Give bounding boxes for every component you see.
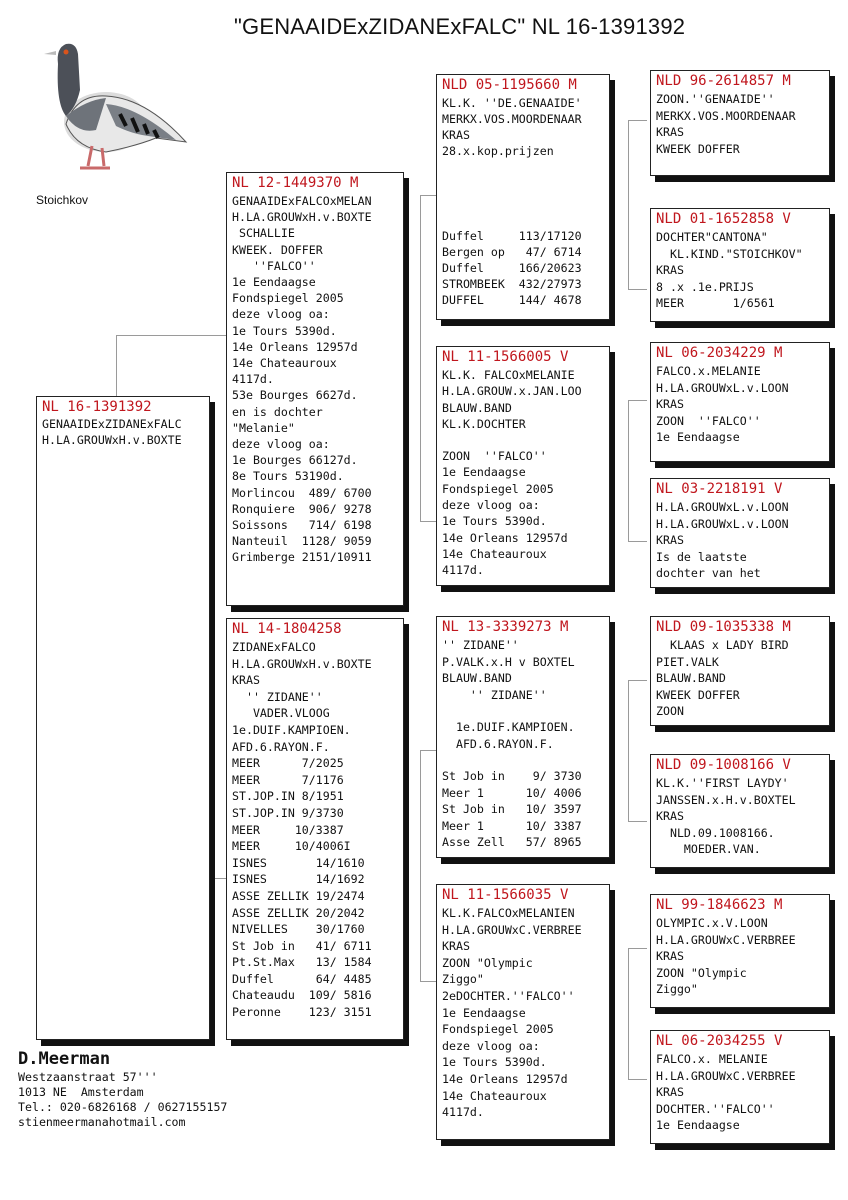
pedigree-line: KRAS bbox=[442, 939, 470, 954]
pedigree-line: KL.K. FALCOxMELANIE bbox=[442, 368, 575, 382]
pedigree-line: KL.K.''FIRST LAYDY' bbox=[656, 776, 789, 790]
pedigree-line: H.LA.GROUWxH.v.BOXTE bbox=[42, 432, 182, 447]
pedigree-line: KRAS bbox=[656, 949, 684, 963]
pedigree-line: ZIDANExFALCO bbox=[232, 640, 316, 654]
pedigree-line: H.LA.GROUWxL.v.LOON bbox=[656, 516, 789, 531]
breeder-email: stienmeermanahotmail.com bbox=[18, 1115, 186, 1129]
pedigree-box-g3-5 bbox=[650, 616, 830, 726]
pedigree-line: KRAS bbox=[656, 263, 684, 277]
pedigree-line: 1e Tours 5390d. bbox=[442, 514, 547, 529]
pedigree-line: KRAS bbox=[442, 128, 470, 142]
pedigree-line: KRAS bbox=[232, 673, 260, 688]
pedigree-line: MEER 7/1176 bbox=[232, 772, 344, 787]
ring-number: NL 11-1566035 V bbox=[442, 887, 569, 903]
pedigree-line: ISNES 14/1692 bbox=[232, 872, 365, 887]
pedigree-line: Is de laatste bbox=[656, 549, 747, 564]
ring-number: NL 03-2218191 V bbox=[656, 481, 783, 497]
pedigree-line: OLYMPIC.x.V.LOON bbox=[656, 916, 768, 930]
pedigree-line: ZOON "Olympic bbox=[442, 955, 533, 970]
pedigree-line: DOCHTER"CANTONA" bbox=[656, 230, 768, 244]
pedigree-line: 14e Orleans 12957d bbox=[442, 530, 568, 545]
pedigree-line: Ziggo" bbox=[442, 972, 484, 987]
pedigree-line: ''FALCO'' bbox=[232, 258, 316, 273]
pedigree-line: H.LA.GROUW.x.JAN.LOO bbox=[442, 384, 582, 399]
pedigree-line: 2eDOCHTER.''FALCO'' bbox=[442, 988, 575, 1003]
pedigree-line: en is dochter bbox=[232, 404, 323, 419]
pedigree-line: P.VALK.x.H v BOXTEL bbox=[442, 654, 575, 669]
connector bbox=[628, 948, 647, 1080]
pedigree-line: NIVELLES 30/1760 bbox=[232, 922, 365, 937]
pedigree-line: deze vloog oa: bbox=[442, 498, 540, 513]
ring-number: NLD 05-1195660 M bbox=[442, 77, 577, 93]
pedigree-line: 14e Orleans 12957d bbox=[232, 339, 358, 354]
breeder-name: D.Meerman bbox=[18, 1049, 111, 1069]
pedigree-details bbox=[437, 636, 609, 851]
pedigree-line: Ronquiere 906/ 9278 bbox=[232, 501, 372, 516]
pedigree-line: 14e Chateauroux bbox=[232, 356, 337, 371]
pedigree-line: '' ZIDANE'' bbox=[232, 689, 323, 704]
pedigree-box-g3-3 bbox=[650, 342, 830, 462]
pedigree-line: Ziggo" bbox=[656, 982, 698, 996]
pedigree-line: KWEEK DOFFER bbox=[656, 687, 740, 702]
pedigree-details bbox=[651, 228, 829, 312]
pedigree-line: 28.x.kop.prijzen bbox=[442, 144, 554, 158]
pedigree-line: St Job in 41/ 6711 bbox=[232, 938, 372, 953]
pedigree-line: 8e Tours 53190d. bbox=[232, 469, 344, 484]
pedigree-box-subject bbox=[36, 396, 210, 1040]
pedigree-line: H.LA.GROUWxC.VERBREE bbox=[442, 922, 582, 937]
pedigree-line: H.LA.GROUWxL.v.LOON bbox=[656, 380, 789, 395]
pedigree-line: KL.KIND."STOICHKOV" bbox=[656, 246, 803, 261]
ring-number: NL 14-1804258 bbox=[232, 621, 342, 637]
pedigree-line: BLAUW.BAND bbox=[442, 400, 512, 415]
pedigree-line: KRAS bbox=[656, 397, 684, 411]
pedigree-line: VADER.VLOOG bbox=[232, 706, 330, 721]
pedigree-line: 1e Eendaagse bbox=[656, 430, 740, 444]
pedigree-line: Fondspiegel 2005 bbox=[232, 291, 344, 306]
pedigree-line: Morlincou 489/ 6700 bbox=[232, 485, 372, 500]
pedigree-line: 1e Eendaagse bbox=[442, 465, 526, 480]
pedigree-line: 14e Chateauroux bbox=[442, 546, 547, 561]
pedigree-line: 1e Eendaagse bbox=[232, 275, 316, 290]
pedigree-line: 8 .x .1e.PRIJS bbox=[656, 279, 754, 294]
pedigree-box-g3-4 bbox=[650, 478, 830, 588]
pedigree-details bbox=[651, 498, 829, 582]
pedigree-line: ASSE ZELLIK 20/2042 bbox=[232, 905, 365, 920]
pedigree-line: Chateaudu 109/ 5816 bbox=[232, 988, 372, 1003]
pedigree-line: 14e Orleans 12957d bbox=[442, 1071, 568, 1086]
pedigree-line: ST.JOP.IN 9/3730 bbox=[232, 805, 344, 820]
pedigree-details bbox=[227, 638, 403, 1021]
pedigree-line: Duffel 166/20623 bbox=[442, 261, 582, 275]
pedigree-details bbox=[227, 192, 403, 566]
connector bbox=[628, 120, 647, 290]
pedigree-line: MEER 7/2025 bbox=[232, 756, 344, 771]
pedigree-details bbox=[651, 1050, 829, 1134]
pedigree-line: STROMBEEK 432/27973 bbox=[442, 277, 582, 291]
pedigree-box-granddam-paternal bbox=[436, 346, 610, 586]
pedigree-line: Meer 1 10/ 3387 bbox=[442, 818, 582, 833]
pedigree-line: MEER 1/6561 bbox=[656, 296, 775, 310]
ring-number: NL 06-2034255 V bbox=[656, 1033, 783, 1049]
pedigree-line bbox=[442, 212, 609, 228]
pedigree-line: H.LA.GROUWxC.VERBREE bbox=[656, 1068, 796, 1083]
pedigree-line: KRAS bbox=[656, 1085, 684, 1099]
pedigree-line: Soissons 714/ 6198 bbox=[232, 518, 372, 533]
pedigree-line: AFD.6.RAYON.F. bbox=[442, 736, 554, 751]
pedigree-line: SCHALLIE bbox=[232, 226, 295, 241]
connector bbox=[116, 335, 229, 401]
pedigree-line: St Job in 9/ 3730 bbox=[442, 769, 582, 783]
pedigree-details bbox=[437, 94, 609, 308]
pedigree-line: FALCO.x. MELANIE bbox=[656, 1052, 768, 1066]
pedigree-line: ZOON ''FALCO'' bbox=[442, 449, 547, 464]
pedigree-line: KLAAS x LADY BIRD bbox=[656, 638, 789, 652]
pedigree-line: 4117d. bbox=[232, 372, 274, 387]
pedigree-line: H.LA.GROUWxH.v.BOXTE bbox=[232, 210, 372, 225]
ring-number: NLD 96-2614857 M bbox=[656, 73, 791, 89]
pedigree-line: 1e Eendaagse bbox=[656, 1118, 740, 1132]
pedigree-line: GENAAIDExFALCOxMELAN bbox=[232, 194, 372, 208]
connector bbox=[628, 400, 647, 542]
pedigree-line: 1e.DUIF.KAMPIOEN. bbox=[442, 720, 575, 734]
pedigree-line bbox=[442, 196, 609, 212]
pedigree-line: ZOON ''FALCO'' bbox=[656, 413, 761, 428]
pedigree-details bbox=[37, 416, 209, 448]
pedigree-line: Fondspiegel 2005 bbox=[442, 1022, 554, 1037]
pedigree-line: Meer 1 10/ 4006 bbox=[442, 785, 582, 800]
breeder-address: Westzaanstraat 57''' bbox=[18, 1070, 158, 1084]
pedigree-line: 1e Bourges 66127d. bbox=[232, 453, 358, 468]
pedigree-line: Pt.St.Max 13/ 1584 bbox=[232, 955, 372, 970]
ring-number: NL 13-3339273 M bbox=[442, 619, 569, 635]
pedigree-line: 14e Chateauroux bbox=[442, 1088, 547, 1103]
pedigree-line: KWEEK DOFFER bbox=[656, 141, 740, 156]
pedigree-line: 4117d. bbox=[442, 563, 484, 578]
ring-number: NLD 01-1652858 V bbox=[656, 211, 791, 227]
pedigree-line: KRAS bbox=[656, 809, 684, 823]
pedigree-details bbox=[651, 362, 829, 446]
pedigree-box-g3-1 bbox=[650, 70, 830, 176]
pedigree-box-g3-8 bbox=[650, 1030, 830, 1144]
pedigree-line: FALCO.x.MELANIE bbox=[656, 364, 761, 378]
pedigree-line: KL.K.DOCHTER bbox=[442, 416, 526, 431]
pedigree-line: Duffel 113/17120 bbox=[442, 229, 582, 243]
pedigree-details bbox=[651, 636, 829, 720]
pedigree-line: Nanteuil 1128/ 9059 bbox=[232, 534, 372, 549]
pedigree-line bbox=[442, 703, 609, 719]
ring-number: NLD 09-1008166 V bbox=[656, 757, 791, 773]
pedigree-box-sire bbox=[226, 172, 404, 606]
pedigree-line bbox=[442, 164, 609, 180]
pedigree-box-dam bbox=[226, 618, 404, 1040]
pedigree-details bbox=[651, 914, 829, 998]
pedigree-line: deze vloog oa: bbox=[232, 307, 330, 322]
pedigree-line: MEER 10/3387 bbox=[232, 822, 344, 837]
pedigree-line: KWEEK. DOFFER bbox=[232, 242, 323, 257]
breeder-contact bbox=[18, 1048, 227, 1130]
pedigree-line: DOCHTER.''FALCO'' bbox=[656, 1101, 775, 1116]
ring-number: NL 12-1449370 M bbox=[232, 175, 359, 191]
pedigree-line: ZOON bbox=[656, 704, 684, 718]
ring-number: NL 06-2034229 M bbox=[656, 345, 783, 361]
pedigree-line: MERKX.VOS.MOORDENAAR bbox=[442, 112, 582, 126]
pedigree-line: H.LA.GROUWxH.v.BOXTE bbox=[232, 656, 372, 671]
pedigree-line: KRAS bbox=[656, 533, 684, 547]
pedigree-line: '' ZIDANE'' bbox=[442, 687, 547, 702]
pedigree-line: 1e Eendaagse bbox=[442, 1005, 526, 1020]
pedigree-line: Duffel 64/ 4485 bbox=[232, 971, 372, 986]
pedigree-details bbox=[651, 90, 829, 157]
pigeon-photo bbox=[36, 34, 196, 184]
pedigree-box-grandsire-paternal bbox=[436, 74, 610, 320]
pedigree-box-granddam-maternal bbox=[436, 884, 610, 1140]
ring-number: NLD 09-1035338 M bbox=[656, 619, 791, 635]
pedigree-line bbox=[442, 180, 609, 196]
pedigree-line bbox=[442, 432, 609, 448]
pedigree-line: BLAUW.BAND bbox=[442, 671, 512, 685]
pedigree-line: JANSSEN.x.H.v.BOXTEL bbox=[656, 792, 796, 807]
pedigree-line: KL.K. ''DE.GENAAIDE' bbox=[442, 96, 582, 110]
pedigree-line: Asse Zell 57/ 8965 bbox=[442, 835, 582, 849]
ring-number: NL 99-1846623 M bbox=[656, 897, 783, 913]
pedigree-line: '' ZIDANE'' bbox=[442, 638, 519, 652]
pedigree-line: 4117d. bbox=[442, 1105, 484, 1120]
pedigree-line: H.LA.GROUWxL.v.LOON bbox=[656, 500, 789, 514]
pigeon-caption: Stoichkov bbox=[36, 193, 89, 207]
pedigree-line: 53e Bourges 6627d. bbox=[232, 388, 358, 403]
pedigree-line: Peronne 123/ 3151 bbox=[232, 1005, 372, 1020]
pedigree-line: 1e Tours 5390d. bbox=[442, 1055, 547, 1070]
pedigree-line: 1e.DUIF.KAMPIOEN. bbox=[232, 722, 351, 737]
pedigree-line: MOEDER.VAN. bbox=[656, 842, 761, 856]
pedigree-line: "Melanie" bbox=[232, 420, 295, 435]
pedigree-line: NLD.09.1008166. bbox=[656, 825, 775, 840]
pedigree-line: St Job in 10/ 3597 bbox=[442, 802, 582, 816]
connector bbox=[420, 750, 437, 982]
pedigree-line: Bergen op 47/ 6714 bbox=[442, 245, 582, 259]
pedigree-line: KRAS bbox=[656, 125, 684, 139]
pedigree-box-g3-6 bbox=[650, 754, 830, 868]
pedigree-box-grandsire-maternal bbox=[436, 616, 610, 858]
pedigree-details bbox=[437, 904, 609, 1121]
pedigree-line: AFD.6.RAYON.F. bbox=[232, 739, 330, 754]
pedigree-line: ASSE ZELLIK 19/2474 bbox=[232, 888, 365, 903]
connector bbox=[628, 680, 647, 822]
pedigree-line: ISNES 14/1610 bbox=[232, 855, 365, 870]
breeder-city: 1013 NE Amsterdam bbox=[18, 1085, 144, 1099]
pedigree-line: GENAAIDExZIDANExFALC bbox=[42, 417, 182, 431]
pedigree-line: MEER 10/4006I bbox=[232, 839, 351, 854]
pedigree-line: DUFFEL 144/ 4678 bbox=[442, 293, 582, 307]
pedigree-line: ZOON "Olympic bbox=[656, 965, 747, 980]
pedigree-line: deze vloog oa: bbox=[442, 1038, 540, 1053]
pedigree-details bbox=[437, 366, 609, 579]
pedigree-line: ZOON.''GENAAIDE'' bbox=[656, 92, 775, 106]
pedigree-line: MERKX.VOS.MOORDENAAR bbox=[656, 108, 796, 123]
pedigree-box-g3-2 bbox=[650, 208, 830, 322]
ring-number: NL 16-1391392 bbox=[42, 399, 152, 415]
pedigree-line: ST.JOP.IN 8/1951 bbox=[232, 789, 344, 804]
pedigree-line: BLAUW.BAND bbox=[656, 671, 726, 685]
pedigree-line: H.LA.GROUWxC.VERBREE bbox=[656, 932, 796, 947]
pedigree-box-g3-7 bbox=[650, 894, 830, 1008]
pedigree-line: Fondspiegel 2005 bbox=[442, 481, 554, 496]
page-title: "GENAAIDExZIDANExFALC" NL 16-1391392 bbox=[234, 14, 686, 39]
pedigree-details bbox=[651, 774, 829, 858]
pedigree-line: PIET.VALK bbox=[656, 654, 719, 669]
ring-number: NL 11-1566005 V bbox=[442, 349, 569, 365]
pedigree-line: dochter van het bbox=[656, 566, 761, 580]
pedigree-line bbox=[442, 752, 609, 768]
pedigree-line: Grimberge 2151/10911 bbox=[232, 550, 372, 565]
connector bbox=[420, 195, 437, 522]
pedigree-line: deze vloog oa: bbox=[232, 437, 330, 452]
breeder-phone: Tel.: 020-6826168 / 0627155157 bbox=[18, 1100, 228, 1114]
pedigree-line: 1e Tours 5390d. bbox=[232, 323, 337, 338]
pedigree-line: KL.K.FALCOxMELANIEN bbox=[442, 906, 575, 920]
